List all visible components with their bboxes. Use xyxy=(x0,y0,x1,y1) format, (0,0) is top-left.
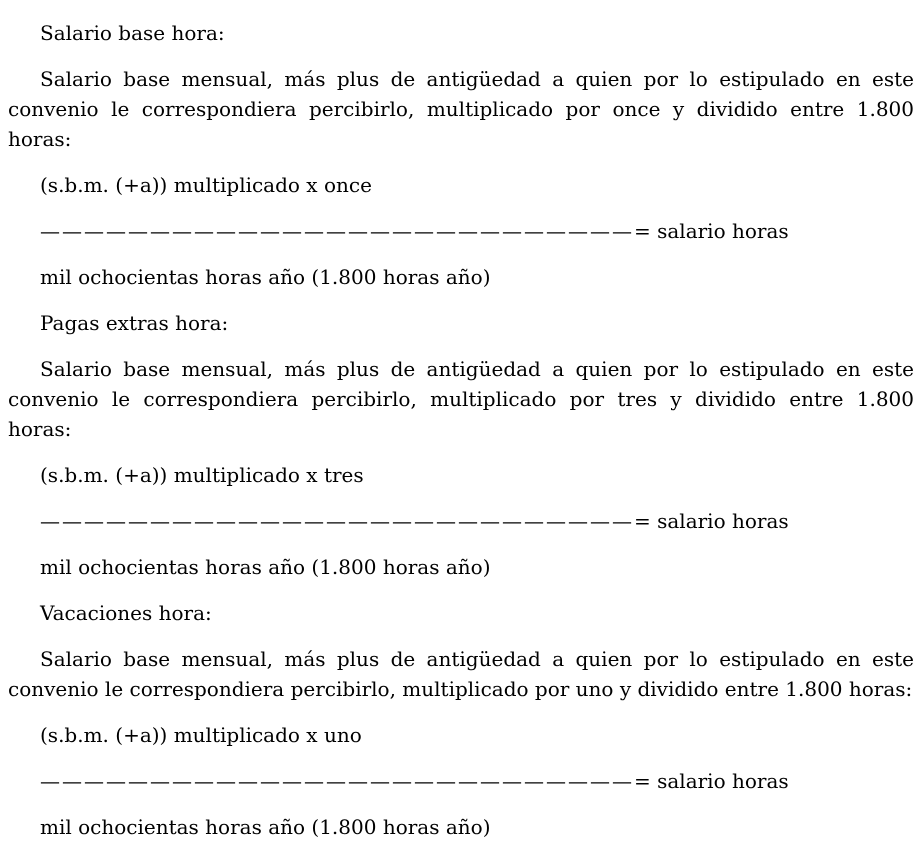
document-page xyxy=(8,18,914,842)
section-heading: Vacaciones hora: xyxy=(40,601,212,625)
formula-numerator: (s.b.m. (+a)) multiplicado x tres xyxy=(40,463,364,487)
section-heading: Pagas extras hora: xyxy=(40,311,229,335)
formula-result-label: = salario horas xyxy=(634,509,789,533)
formula-numerator: (s.b.m. (+a)) multiplicado x once xyxy=(40,173,372,197)
section-pagas-extras-hora xyxy=(8,308,914,582)
formula-divider-dashes: ——————————————————————————— xyxy=(40,509,634,533)
section-paragraph: Salario base mensual, más plus de antigüedad a quien por lo estipulado en este convenio le correspondiera percibirlo, multiplicado por tres y dividido entre 1.800 horas: xyxy=(8,357,914,441)
section-heading: Salario base hora: xyxy=(40,21,225,45)
formula-denominator: mil ochocientas horas año (1.800 horas año) xyxy=(40,265,491,289)
formula-divider-line xyxy=(8,766,914,796)
formula-divider-dashes: ——————————————————————————— xyxy=(40,769,634,793)
section-salario-base-hora xyxy=(8,18,914,292)
formula-divider-line xyxy=(8,506,914,536)
formula-divider-dashes: ——————————————————————————— xyxy=(40,219,634,243)
formula-result-label: = salario horas xyxy=(634,769,789,793)
section-paragraph: Salario base mensual, más plus de antigüedad a quien por lo estipulado en este convenio le correspondiera percibirlo, multiplicado por once y dividido entre 1.800 horas: xyxy=(8,67,914,151)
formula-result-label: = salario horas xyxy=(634,219,789,243)
section-vacaciones-hora xyxy=(8,598,914,842)
formula-numerator: (s.b.m. (+a)) multiplicado x uno xyxy=(40,723,362,747)
formula-denominator: mil ochocientas horas año (1.800 horas año) xyxy=(40,555,491,579)
formula-denominator: mil ochocientas horas año (1.800 horas año) xyxy=(40,815,491,839)
formula-divider-line xyxy=(8,216,914,246)
section-paragraph: Salario base mensual, más plus de antigüedad a quien por lo estipulado en este convenio le correspondiera percibirlo, multiplicado por uno y dividido entre 1.800 horas: xyxy=(8,647,914,701)
